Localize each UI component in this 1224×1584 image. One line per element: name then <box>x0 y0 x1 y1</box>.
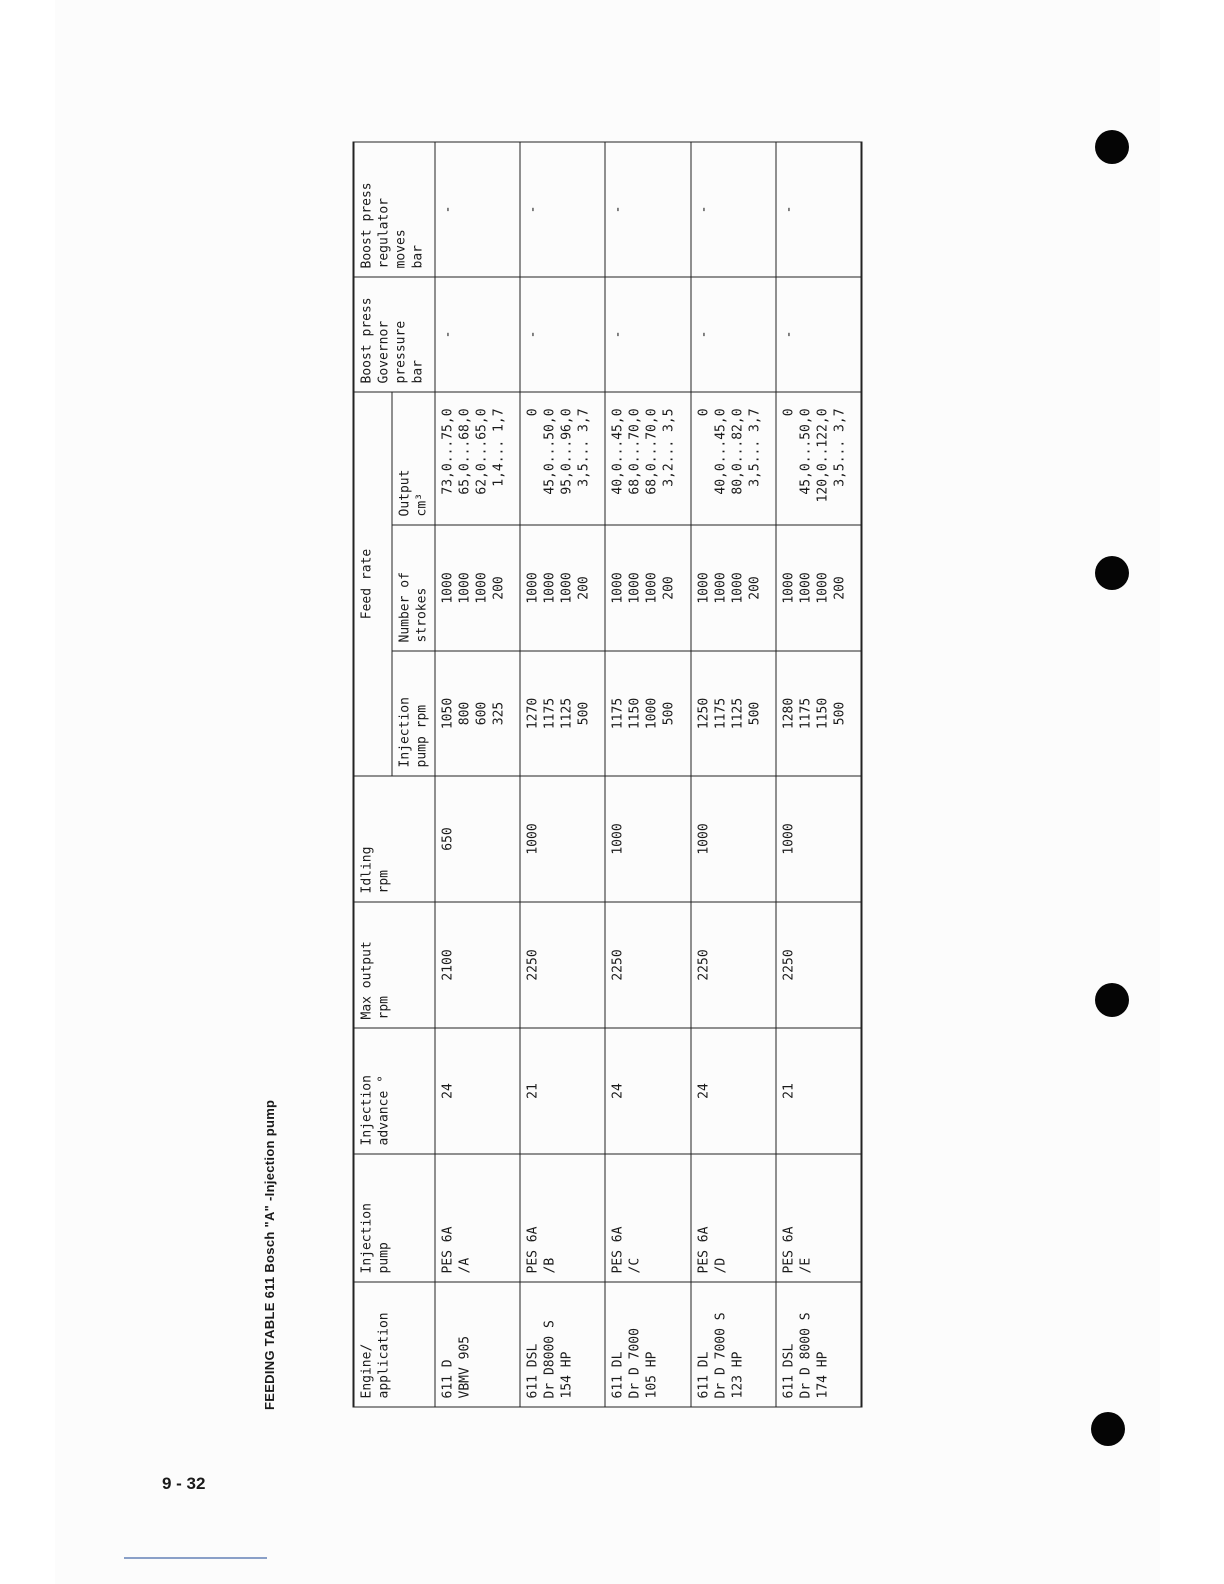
cell-boost-regulator: - <box>435 142 520 277</box>
cell-pump: PES 6A /B <box>520 1154 605 1282</box>
cell-number-of-strokes: 1000 1000 1000 200 <box>520 525 605 651</box>
cell-pump: PES 6A /D <box>691 1154 776 1282</box>
cell-idling: 1000 <box>776 776 861 902</box>
cell-injection-pump-rpm: 1250 1175 1125 500 <box>691 651 776 776</box>
cell-number-of-strokes: 1000 1000 1000 200 <box>776 525 861 651</box>
cell-output: 0 40,0...45,0 80,0...82,0 3,5... 3,7 <box>691 392 776 525</box>
cell-output: 0 45,0...50,0 120,0..122,0 3,5... 3,7 <box>776 392 861 525</box>
cell-pump: PES 6A /C <box>605 1154 690 1282</box>
cell-injection-pump-rpm: 1175 1150 1000 500 <box>605 651 690 776</box>
cell-advance: 24 <box>605 1028 690 1154</box>
cell-boost-governor: - <box>691 277 776 392</box>
header-idling: Idling rpm <box>354 776 435 902</box>
header-boost-regulator: Boost press regulator moves bar <box>354 142 435 277</box>
page-number: 9 - 32 <box>162 1474 206 1493</box>
cell-number-of-strokes: 1000 1000 1000 200 <box>691 525 776 651</box>
header-boost-governor: Boost press Governor pressure bar <box>354 277 435 392</box>
table-title: FEEDING TABLE 611 Bosch "A" -Injection pump <box>262 1099 277 1410</box>
punch-hole-3 <box>1095 983 1129 1017</box>
cell-boost-governor: - <box>776 277 861 392</box>
table-row <box>605 142 690 1407</box>
cell-idling: 1000 <box>520 776 605 902</box>
header-output: Output cm³ <box>392 392 435 525</box>
header-feed-rate: Feed rate <box>354 392 392 776</box>
cell-boost-regulator: - <box>520 142 605 277</box>
punch-hole-4 <box>1091 1412 1125 1446</box>
cell-output: 0 45,0...50,0 95,0...96,0 3,5... 3,7 <box>520 392 605 525</box>
cell-advance: 24 <box>691 1028 776 1154</box>
cell-boost-regulator: - <box>605 142 690 277</box>
cell-max-output: 2250 <box>520 902 605 1028</box>
cell-max-output: 2250 <box>776 902 861 1028</box>
cell-engine: 611 DSL Dr D 8000 S 174 HP <box>776 1282 861 1407</box>
cell-pump: PES 6A /A <box>435 1154 520 1282</box>
table-row <box>435 142 520 1407</box>
punch-hole-1 <box>1095 130 1129 164</box>
cell-idling: 1000 <box>691 776 776 902</box>
cell-advance: 21 <box>520 1028 605 1154</box>
table-row <box>776 142 861 1407</box>
cell-max-output: 2250 <box>605 902 690 1028</box>
cell-idling: 650 <box>435 776 520 902</box>
cell-boost-governor: - <box>435 277 520 392</box>
cell-output: 40,0...45,0 68,0...70,0 68,0...70,0 3,2... 3,5 <box>605 392 690 525</box>
cell-advance: 21 <box>776 1028 861 1154</box>
cell-boost-regulator: - <box>776 142 861 277</box>
cell-engine: 611 DL Dr D 7000 S 123 HP <box>691 1282 776 1407</box>
cell-injection-pump-rpm: 1280 1175 1150 500 <box>776 651 861 776</box>
punch-hole-2 <box>1095 556 1129 590</box>
table-row <box>691 142 776 1407</box>
header-engine: Engine/ application <box>354 1282 435 1407</box>
cell-boost-governor: - <box>605 277 690 392</box>
cell-engine: 611 DL Dr D 7000 105 HP <box>605 1282 690 1407</box>
cell-boost-governor: - <box>520 277 605 392</box>
cell-output: 73,0...75,0 65,0...68,0 62,0...65,0 1,4... 1,7 <box>435 392 520 525</box>
cell-boost-regulator: - <box>691 142 776 277</box>
header-max-output: Max output rpm <box>354 902 435 1028</box>
cell-number-of-strokes: 1000 1000 1000 200 <box>605 525 690 651</box>
cell-number-of-strokes: 1000 1000 1000 200 <box>435 525 520 651</box>
feeding-table-wrapper <box>353 143 863 1408</box>
header-injection-pump-rpm: Injection pump rpm <box>392 651 435 776</box>
cell-injection-pump-rpm: 1270 1175 1125 500 <box>520 651 605 776</box>
header-pump: Injection pump <box>354 1154 435 1282</box>
header-advance: Injection advance ° <box>354 1028 435 1154</box>
cell-advance: 24 <box>435 1028 520 1154</box>
cell-engine: 611 D VBMV 905 <box>435 1282 520 1407</box>
cell-injection-pump-rpm: 1050 800 600 325 <box>435 651 520 776</box>
cell-idling: 1000 <box>605 776 690 902</box>
cell-engine: 611 DSL Dr D8000 S 154 HP <box>520 1282 605 1407</box>
feeding-table <box>353 141 863 1407</box>
cell-pump: PES 6A /E <box>776 1154 861 1282</box>
table-row <box>520 142 605 1407</box>
cell-max-output: 2250 <box>691 902 776 1028</box>
bottom-rule <box>124 1557 267 1559</box>
header-number-of-strokes: Number of strokes <box>392 525 435 651</box>
cell-max-output: 2100 <box>435 902 520 1028</box>
